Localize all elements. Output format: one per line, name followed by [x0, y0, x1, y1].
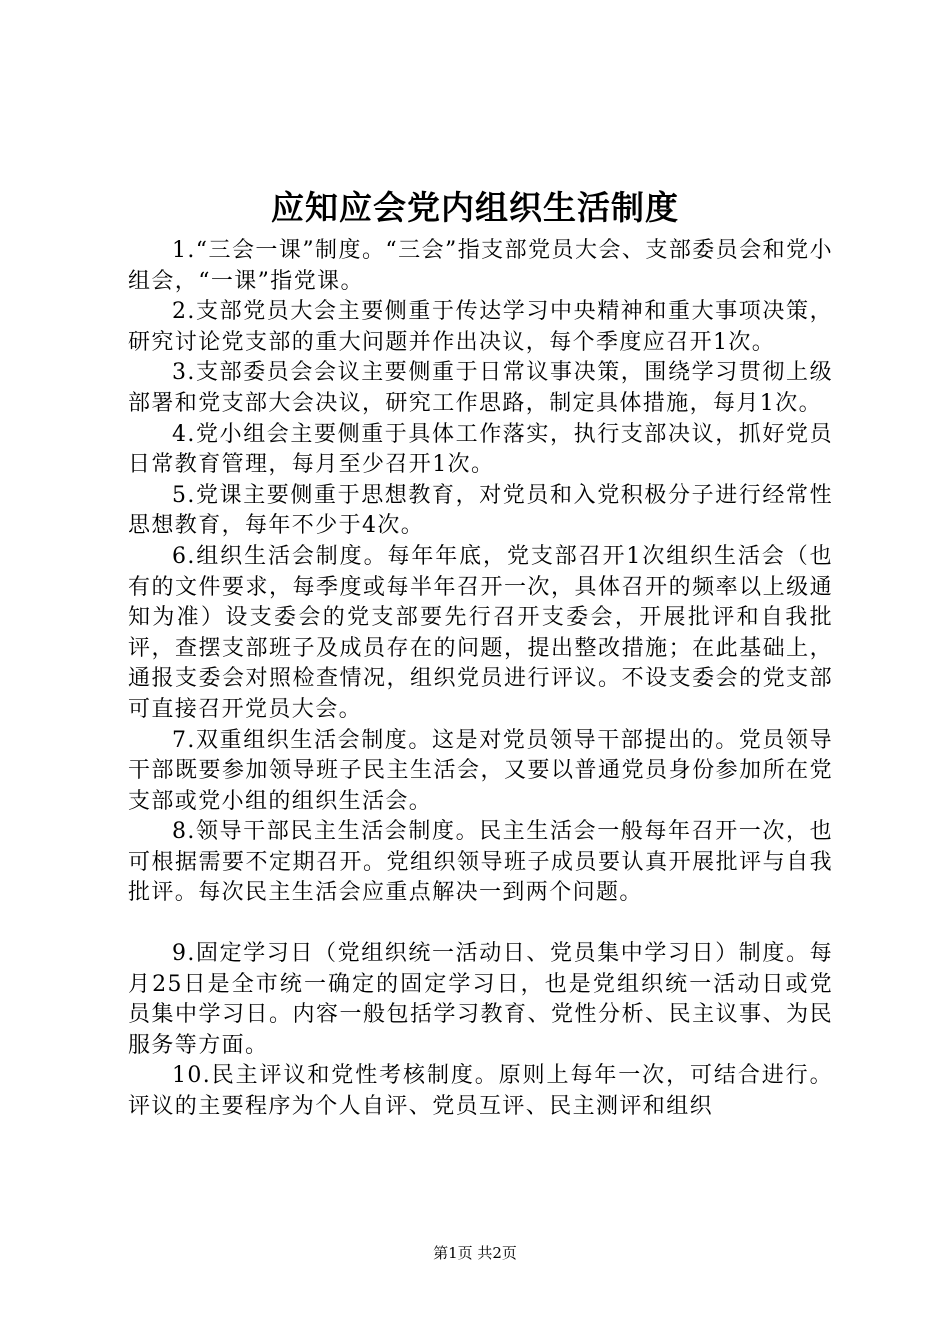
paragraph-3: 3.支部委员会会议主要侧重于日常议事决策，围绕学习贯彻上级部署和党支部大会决议，研究工作思路，制定具体措施，每月1次。: [128, 360, 833, 416]
paragraph-10: 10.民主评议和党性考核制度。原则上每年一次，可结合进行。评议的主要程序为个人自评、党员互评、民主测评和组织: [128, 1063, 833, 1120]
paragraph-7: 7.双重组织生活会制度。这是对党员领导干部提出的。党员领导干部既要参加领导班子民主生活会，又要以普通党员身份参加所在党支部或党小组的组织生活会。: [128, 727, 833, 814]
page-number-footer: 第1页 共2页: [433, 1244, 517, 1262]
paragraph-9: 9.固定学习日（党组织统一活动日、党员集中学习日）制度。每月25日是全市统一确定的固定学习日，也是党组织统一活动日或党员集中学习日。内容一般包括学习教育、党性分析、民主议事、为民服务等方面。: [128, 941, 833, 1058]
document-title: 应知应会党内组织生活制度: [271, 188, 679, 227]
paragraph-5: 5.党课主要侧重于思想教育，对党员和入党积极分子进行经常性思想教育，每年不少于4次。: [128, 482, 833, 539]
paragraph-4: 4.党小组会主要侧重于具体工作落实，执行支部决议，抓好党员日常教育管理，每月至少召开1次。: [128, 421, 833, 478]
paragraph-6: 6.组织生活会制度。每年年底，党支部召开1次组织生活会（也有的文件要求，每季度或每半年召开一次，具体召开的频率以上级通知为准）设支委会的党支部要先行召开支委会，开展批评和自我批评，查摆支部班子及成员存在的问题，提出整改措施；在此基础上，通报支委会对照检查情况，组织党员进行评议。不设支委会的党支部可直接召开党员大会。: [128, 543, 833, 722]
paragraph-2: 2.支部党员大会主要侧重于传达学习中央精神和重大事项决策，研究讨论党支部的重大问题并作出决议，每个季度应召开1次。: [128, 299, 833, 355]
document-body: [128, 236, 833, 1123]
paragraph-8: 8.领导干部民主生活会制度。民主生活会一般每年召开一次，也可根据需要不定期召开。党组织领导班子成员要认真开展批评与自我批评。每次民主生活会应重点解决一到两个问题。: [128, 819, 833, 906]
paragraph-1: 1.“三会一课”制度。“三会”指支部党员大会、支部委员会和党小组会，“一课”指党课。: [128, 238, 833, 294]
